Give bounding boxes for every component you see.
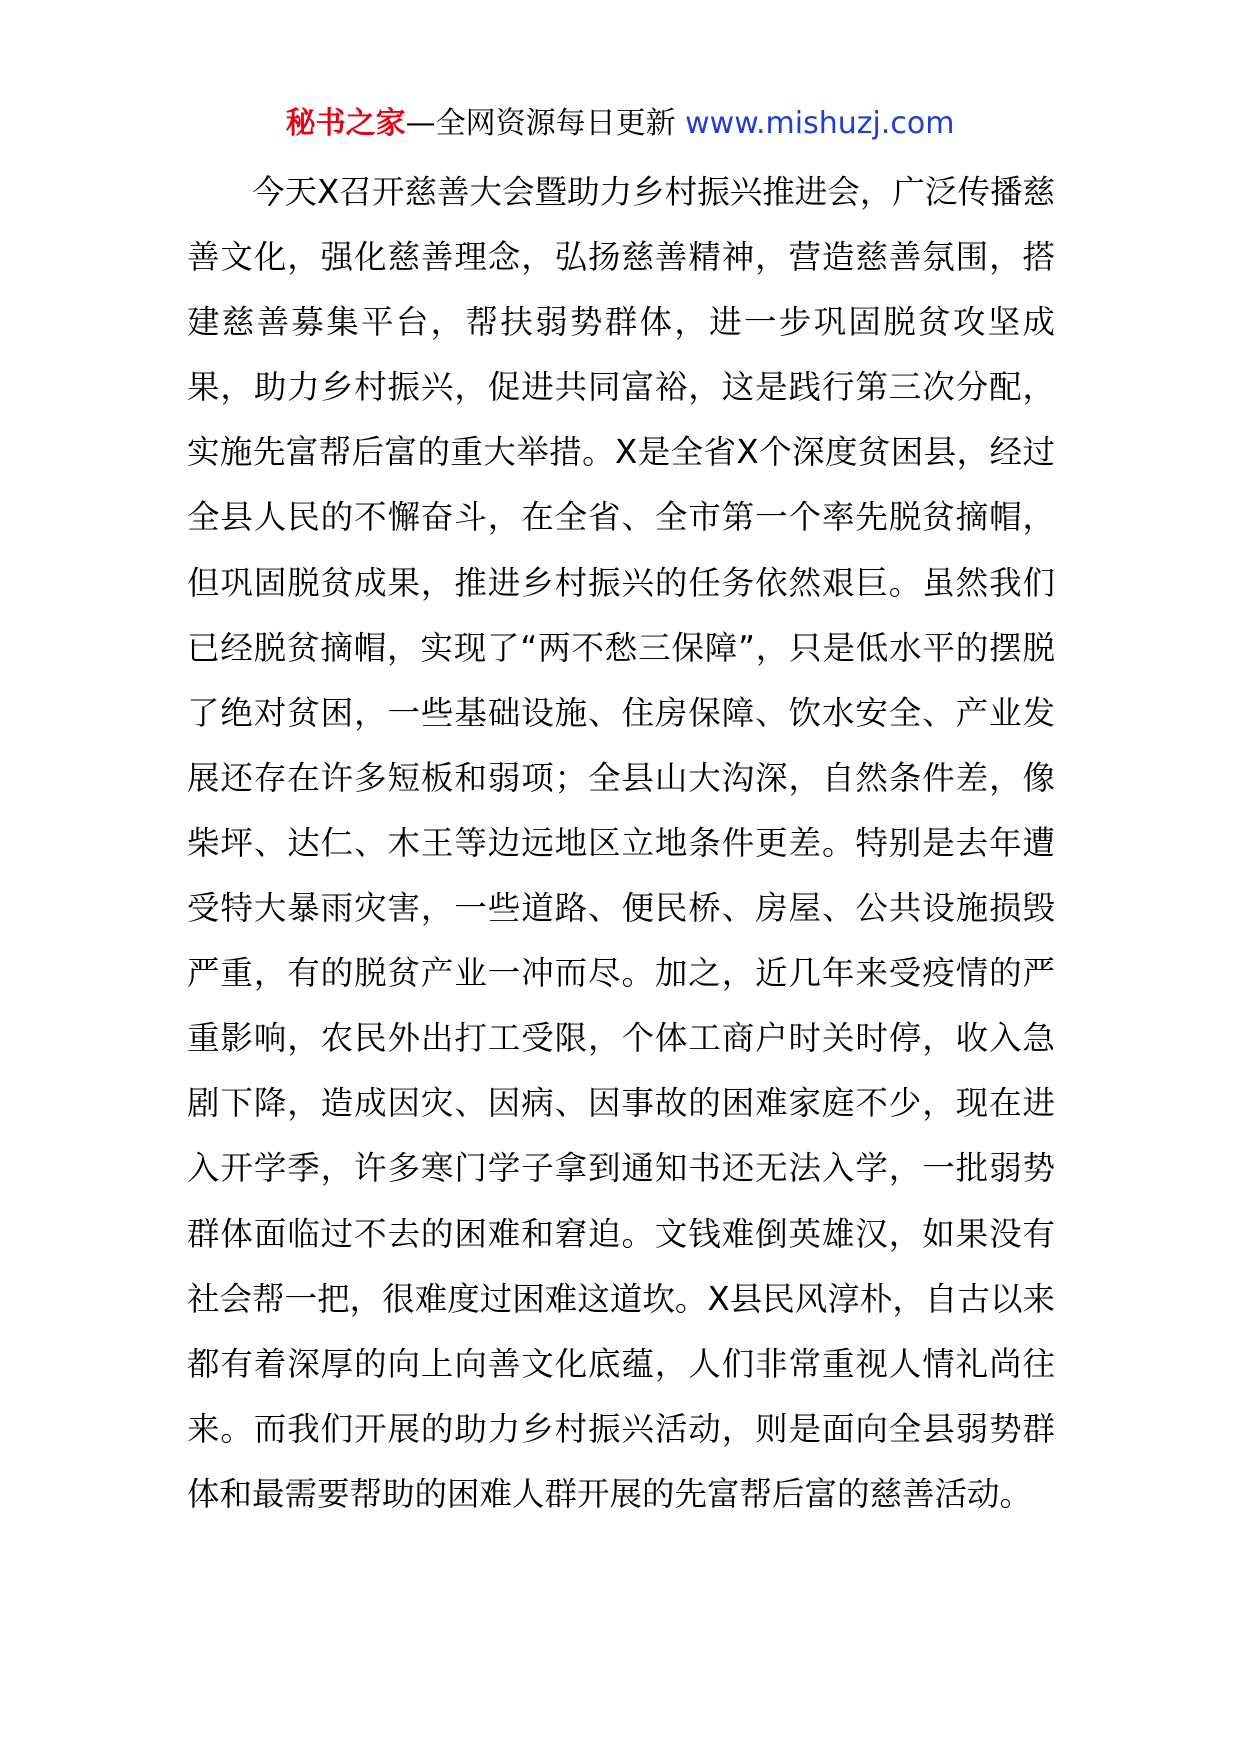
brand-name: 秘书之家	[285, 106, 406, 141]
page-header	[0, 100, 1240, 148]
website-link[interactable]: www.mishuzj.com	[685, 106, 955, 141]
body-paragraph: 今天X召开慈善大会暨助力乡村振兴推进会，广泛传播慈善文化，强化慈善理念，弘扬慈善精神，营造慈善氛围，搭建慈善募集平台，帮扶弱势群体，进一步巩固脱贫攻坚成果，助力乡村振兴，促进共同富裕，这是践行第三次分配，实施先富帮后富的重大举措。X是全省X个深度贫困县，经过全县人民的不懈奋斗，在全省、全市第一个率先脱贫摘帽，但巩固脱贫成果，推进乡村振兴的任务依然艰巨。虽然我们已经脱贫摘帽，实现了“两不愁三保障”，只是低水平的摆脱了绝对贫困，一些基础设施、住房保障、饮水安全、产业发展还存在许多短板和弱项；全县山大沟深，自然条件差，像柴坪、达仁、木王等边远地区立地条件更差。特别是去年遭受特大暴雨灾害，一些道路、便民桥、房屋、公共设施损毁严重，有的脱贫产业一冲而尽。加之，近几年来受疫情的严重影响，农民外出打工受限，个体工商户时关时停，收入急剧下降，造成因灾、因病、因事故的困难家庭不少，现在进入开学季，许多寒门学子拿到通知书还无法入学，一批弱势群体面临过不去的困难和窘迫。文钱难倒英雄汉，如果没有社会帮一把，很难度过困难这道坎。X县民风淳朴，自古以来都有着深厚的向上向善文化底蕴，人们非常重视人情礼尚往来。而我们开展的助力乡村振兴活动，则是面向全县弱势群体和最需要帮助的困难人群开展的先富帮后富的慈善活动。	[187, 173, 1055, 1513]
header-tagline: —全网资源每日更新	[405, 106, 686, 141]
